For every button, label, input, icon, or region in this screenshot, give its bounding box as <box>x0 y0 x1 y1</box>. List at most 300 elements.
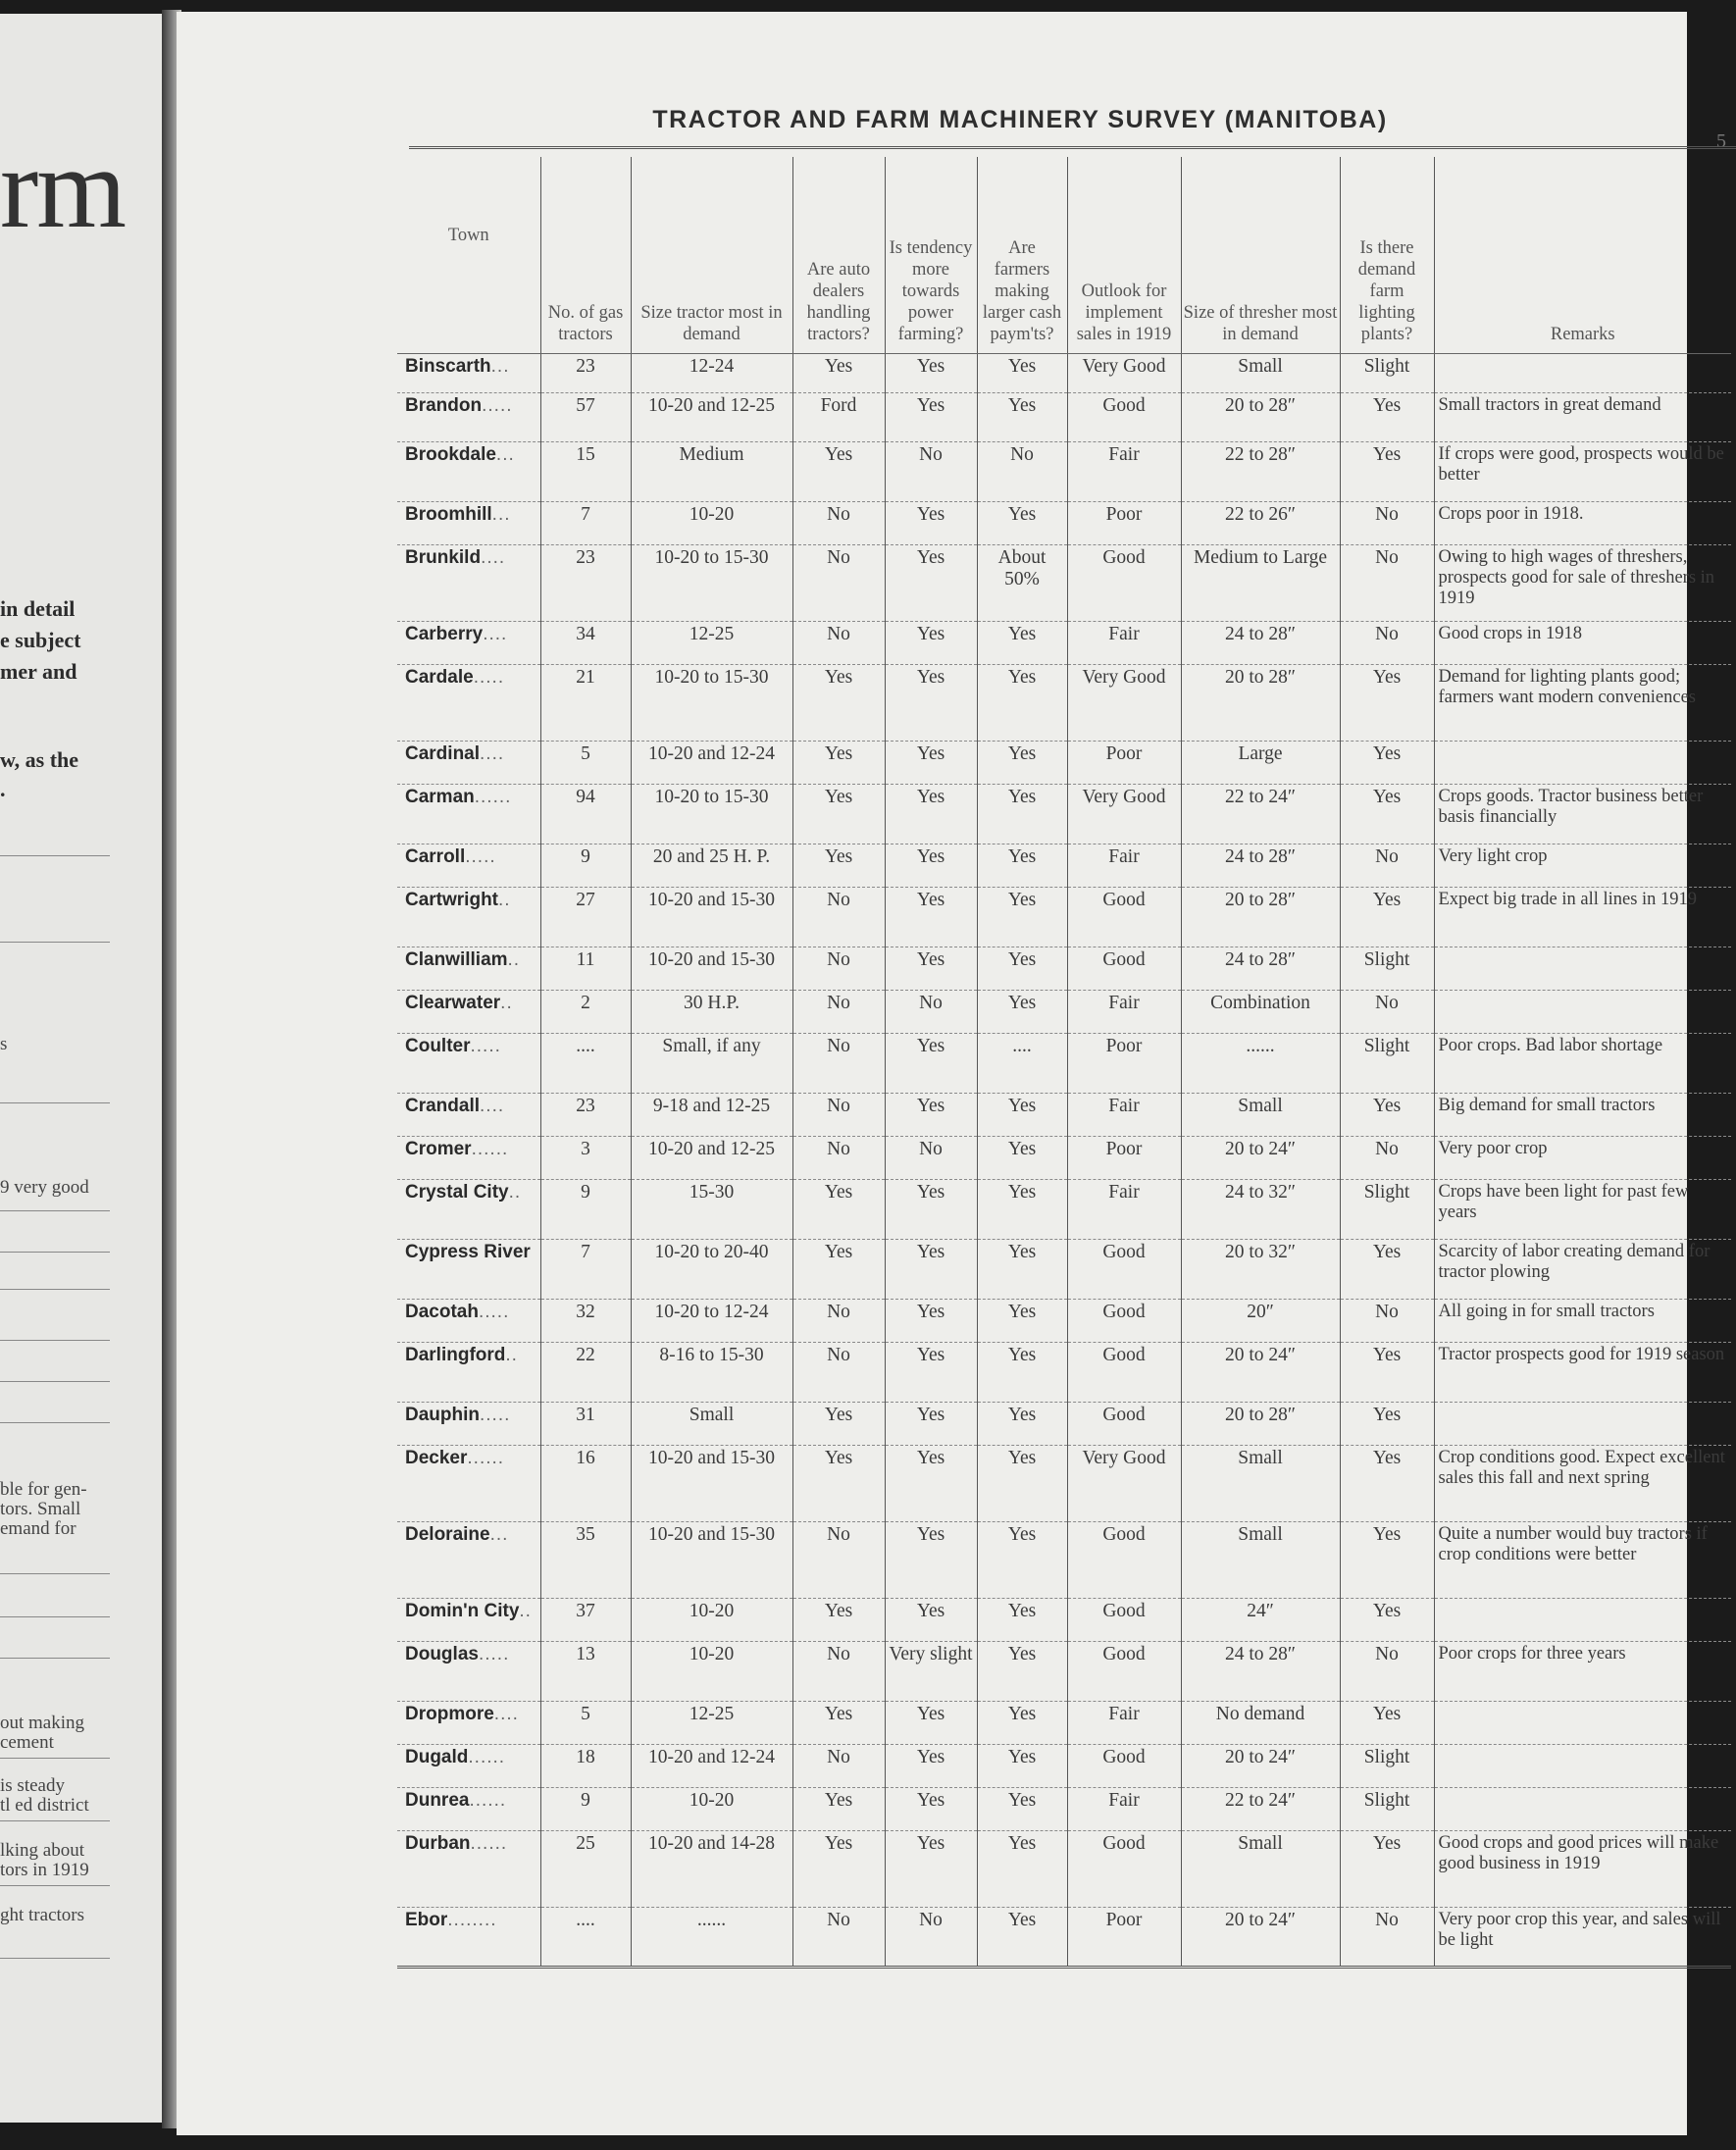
town-name: Dugald <box>405 1747 469 1767</box>
outlook-cell: Fair <box>1067 442 1181 502</box>
size-cell: 12-25 <box>631 1702 792 1745</box>
survey-table <box>397 157 1731 1969</box>
auto-dealers-cell: No <box>792 1642 885 1702</box>
tractors-cell: .... <box>540 1034 631 1094</box>
cash-cell: Yes <box>977 665 1067 742</box>
table-row <box>397 545 1731 622</box>
table-row <box>397 354 1731 393</box>
tendency-cell: Yes <box>885 1702 977 1745</box>
outlook-cell: Poor <box>1067 742 1181 785</box>
size-cell: 10-20 and 12-24 <box>631 742 792 785</box>
thresher-cell: ...... <box>1181 1034 1340 1094</box>
thresher-cell: Small <box>1181 1446 1340 1522</box>
size-cell: 8-16 to 15-30 <box>631 1343 792 1403</box>
left-page-text: ble for gen- <box>0 1479 87 1500</box>
thresher-cell: No demand <box>1181 1702 1340 1745</box>
tractors-cell: 11 <box>540 947 631 991</box>
thresher-cell: Combination <box>1181 991 1340 1034</box>
divider <box>0 1658 110 1659</box>
town-name: Clanwilliam <box>405 949 508 970</box>
left-page-text: 9 very good <box>0 1177 89 1198</box>
tractors-cell: 57 <box>540 393 631 442</box>
town-name: Decker <box>405 1448 468 1468</box>
tendency-cell: No <box>885 1137 977 1180</box>
auto-dealers-cell: Yes <box>792 1446 885 1522</box>
town-name: Broomhill <box>405 504 492 525</box>
divider <box>0 1340 110 1341</box>
divider <box>0 855 110 856</box>
tendency-cell: Yes <box>885 742 977 785</box>
leader-dots: .. <box>505 1345 518 1365</box>
lighting-cell: Yes <box>1340 1446 1434 1522</box>
table-header-row <box>397 157 1731 354</box>
cash-cell: Yes <box>977 354 1067 393</box>
size-cell: 10-20 to 15-30 <box>631 665 792 742</box>
lighting-cell: Yes <box>1340 888 1434 947</box>
leader-dots: ..... <box>480 1405 511 1425</box>
cash-cell: Yes <box>977 1180 1067 1240</box>
tractors-cell: 7 <box>540 502 631 545</box>
column-header-thresher: Size of thresher most in demand <box>1181 157 1340 354</box>
leader-dots: ..... <box>478 1644 510 1664</box>
table-row <box>397 785 1731 845</box>
remarks-cell: Good crops and good prices will make good business in 1919 <box>1434 1831 1731 1908</box>
cash-cell: Yes <box>977 1788 1067 1831</box>
column-header-size: Size tractor most in demand <box>631 157 792 354</box>
lighting-cell: No <box>1340 502 1434 545</box>
leader-dots: ...... <box>467 1448 505 1468</box>
cash-cell: Yes <box>977 1908 1067 1968</box>
table-row <box>397 1034 1731 1094</box>
lighting-cell: No <box>1340 622 1434 665</box>
divider <box>0 1573 110 1574</box>
size-cell: 10-20 and 14-28 <box>631 1831 792 1908</box>
cash-cell: Yes <box>977 1642 1067 1702</box>
tractors-cell: 23 <box>540 545 631 622</box>
remarks-cell: Crops have been light for past few years <box>1434 1180 1731 1240</box>
auto-dealers-cell: Yes <box>792 665 885 742</box>
cash-cell: Yes <box>977 1831 1067 1908</box>
leader-dots: .... <box>480 743 505 764</box>
town-cell <box>397 1343 540 1403</box>
tractors-cell: 35 <box>540 1522 631 1599</box>
auto-dealers-cell: No <box>792 991 885 1034</box>
cash-cell: Yes <box>977 1446 1067 1522</box>
table-row <box>397 947 1731 991</box>
outlook-cell: Very Good <box>1067 665 1181 742</box>
auto-dealers-cell: Yes <box>792 354 885 393</box>
thresher-cell: 20 to 24″ <box>1181 1137 1340 1180</box>
lighting-cell: Yes <box>1340 1403 1434 1446</box>
remarks-cell <box>1434 1702 1731 1745</box>
size-cell: 15-30 <box>631 1180 792 1240</box>
auto-dealers-cell: No <box>792 947 885 991</box>
outlook-cell: Fair <box>1067 1094 1181 1137</box>
town-cell <box>397 1403 540 1446</box>
remarks-cell: Big demand for small tractors <box>1434 1094 1731 1137</box>
tendency-cell: No <box>885 1908 977 1968</box>
lighting-cell: Yes <box>1340 1522 1434 1599</box>
lighting-cell: Yes <box>1340 1094 1434 1137</box>
tendency-cell: No <box>885 442 977 502</box>
town-cell <box>397 785 540 845</box>
column-header-tractors: No. of gas tractors <box>540 157 631 354</box>
left-page-text: emand for <box>0 1518 77 1539</box>
left-page-text: tors. Small <box>0 1499 81 1519</box>
table-row <box>397 742 1731 785</box>
table-row <box>397 888 1731 947</box>
left-page-heading-fragment: rm <box>0 124 126 252</box>
size-cell: 10-20 and 12-24 <box>631 1745 792 1788</box>
remarks-cell: Quite a number would buy tractors if crop conditions were better <box>1434 1522 1731 1599</box>
tendency-cell: Yes <box>885 785 977 845</box>
thresher-cell: 24 to 28″ <box>1181 622 1340 665</box>
tractors-cell: 37 <box>540 1599 631 1642</box>
thresher-cell: Small <box>1181 354 1340 393</box>
size-cell: 10-20 <box>631 1788 792 1831</box>
remarks-cell: Very poor crop this year, and sales will be light <box>1434 1908 1731 1968</box>
left-page-text: tors in 1919 <box>0 1860 89 1880</box>
remarks-cell: Small tractors in great demand <box>1434 393 1731 442</box>
town-name: Cypress River <box>405 1242 531 1262</box>
outlook-cell: Good <box>1067 1831 1181 1908</box>
lighting-cell: Slight <box>1340 1034 1434 1094</box>
remarks-cell: Owing to high wages of threshers, prospects good for sale of threshers in 1919 <box>1434 545 1731 622</box>
tendency-cell: Yes <box>885 502 977 545</box>
tendency-cell: No <box>885 991 977 1034</box>
town-cell <box>397 1788 540 1831</box>
town-name: Coulter <box>405 1036 471 1056</box>
town-cell <box>397 1522 540 1599</box>
table-row <box>397 845 1731 888</box>
divider <box>0 1958 110 1959</box>
leader-dots: .. <box>498 890 511 910</box>
tractors-cell: 7 <box>540 1240 631 1300</box>
leader-dots: .. <box>507 949 521 970</box>
thresher-cell: 22 to 24″ <box>1181 785 1340 845</box>
table-row <box>397 1446 1731 1522</box>
tractors-cell: 5 <box>540 742 631 785</box>
auto-dealers-cell: Yes <box>792 1702 885 1745</box>
cash-cell: .... <box>977 1034 1067 1094</box>
town-name: Dauphin <box>405 1405 480 1425</box>
left-page-text: e subject <box>0 628 81 652</box>
town-cell <box>397 354 540 393</box>
auto-dealers-cell: Yes <box>792 1180 885 1240</box>
leader-dots: ...... <box>471 1139 509 1159</box>
cash-cell: Yes <box>977 1300 1067 1343</box>
leader-dots: ...... <box>469 1790 507 1811</box>
auto-dealers-cell: No <box>792 1522 885 1599</box>
auto-dealers-cell: No <box>792 1300 885 1343</box>
leader-dots: ... <box>490 356 510 377</box>
remarks-cell <box>1434 354 1731 393</box>
town-name: Dacotah <box>405 1302 479 1322</box>
column-header-cash: Are farmers making larger cash paym'ts? <box>977 157 1067 354</box>
cash-cell: Yes <box>977 742 1067 785</box>
lighting-cell: No <box>1340 845 1434 888</box>
table-row <box>397 1908 1731 1968</box>
size-cell: 10-20 <box>631 1642 792 1702</box>
divider <box>0 1210 110 1211</box>
town-cell <box>397 442 540 502</box>
outlook-cell: Fair <box>1067 1788 1181 1831</box>
town-name: Clearwater <box>405 993 501 1013</box>
auto-dealers-cell: No <box>792 888 885 947</box>
tendency-cell: Yes <box>885 1343 977 1403</box>
table-row <box>397 1522 1731 1599</box>
remarks-cell: Poor crops. Bad labor shortage <box>1434 1034 1731 1094</box>
divider <box>0 1616 110 1617</box>
town-cell <box>397 1599 540 1642</box>
table-row <box>397 1137 1731 1180</box>
thresher-cell: 20 to 24″ <box>1181 1343 1340 1403</box>
table-row <box>397 1240 1731 1300</box>
leader-dots: .. <box>519 1601 532 1621</box>
town-cell <box>397 1300 540 1343</box>
leader-dots: .... <box>493 1704 519 1724</box>
divider <box>0 1758 110 1759</box>
tendency-cell: Very slight <box>885 1642 977 1702</box>
thresher-cell: Small <box>1181 1522 1340 1599</box>
town-cell <box>397 888 540 947</box>
remarks-cell <box>1434 991 1731 1034</box>
column-header-remarks: Remarks <box>1434 157 1731 354</box>
left-page-text: in detail <box>0 596 76 621</box>
cash-cell: Yes <box>977 1094 1067 1137</box>
tendency-cell: Yes <box>885 1599 977 1642</box>
tendency-cell: Yes <box>885 1180 977 1240</box>
tractors-cell: 25 <box>540 1831 631 1908</box>
size-cell: 12-25 <box>631 622 792 665</box>
remarks-cell: Demand for lighting plants good; farmers want modern conveniences <box>1434 665 1731 742</box>
tractors-cell: 23 <box>540 354 631 393</box>
remarks-cell: Crop conditions good. Expect excellent sales this fall and next spring <box>1434 1446 1731 1522</box>
outlook-cell: Fair <box>1067 1180 1181 1240</box>
table-row <box>397 665 1731 742</box>
thresher-cell: 22 to 24″ <box>1181 1788 1340 1831</box>
lighting-cell: No <box>1340 1300 1434 1343</box>
remarks-cell <box>1434 1599 1731 1642</box>
outlook-cell: Very Good <box>1067 785 1181 845</box>
tendency-cell: Yes <box>885 888 977 947</box>
auto-dealers-cell: No <box>792 502 885 545</box>
thresher-cell: 20 to 24″ <box>1181 1908 1340 1968</box>
town-name: Cardale <box>405 667 474 688</box>
table-row <box>397 1702 1731 1745</box>
left-page <box>0 14 167 2123</box>
town-name: Dropmore <box>405 1704 494 1724</box>
auto-dealers-cell: Yes <box>792 1240 885 1300</box>
tractors-cell: 16 <box>540 1446 631 1522</box>
town-cell <box>397 1702 540 1745</box>
size-cell: 10-20 and 15-30 <box>631 1522 792 1599</box>
outlook-cell: Fair <box>1067 1702 1181 1745</box>
lighting-cell: Yes <box>1340 442 1434 502</box>
cash-cell: Yes <box>977 947 1067 991</box>
tendency-cell: Yes <box>885 1240 977 1300</box>
cash-cell: Yes <box>977 1343 1067 1403</box>
auto-dealers-cell: No <box>792 1094 885 1137</box>
leader-dots: .... <box>481 547 506 568</box>
tractors-cell: 18 <box>540 1745 631 1788</box>
divider <box>0 1422 110 1423</box>
auto-dealers-cell: No <box>792 545 885 622</box>
leader-dots: ..... <box>478 1302 510 1322</box>
town-name: Carman <box>405 787 475 807</box>
cash-cell: Yes <box>977 1137 1067 1180</box>
cash-cell: Yes <box>977 502 1067 545</box>
outlook-cell: Poor <box>1067 1137 1181 1180</box>
town-name: Domin'n City <box>405 1601 520 1621</box>
column-header-town: Town <box>397 157 540 354</box>
table-row <box>397 1343 1731 1403</box>
tendency-cell: Yes <box>885 665 977 742</box>
tractors-cell: 34 <box>540 622 631 665</box>
column-header-outlook: Outlook for implement sales in 1919 <box>1067 157 1181 354</box>
left-page-text: . <box>0 777 6 801</box>
leader-dots: ...... <box>468 1747 506 1767</box>
thresher-cell: Large <box>1181 742 1340 785</box>
town-cell <box>397 1034 540 1094</box>
tractors-cell: 9 <box>540 845 631 888</box>
leader-dots: ... <box>491 504 511 525</box>
size-cell: 10-20 to 15-30 <box>631 545 792 622</box>
remarks-cell: Scarcity of labor creating demand for tractor plowing <box>1434 1240 1731 1300</box>
outlook-cell: Fair <box>1067 845 1181 888</box>
tendency-cell: Yes <box>885 1522 977 1599</box>
outlook-cell: Good <box>1067 947 1181 991</box>
left-page-text: w, as the <box>0 747 79 772</box>
table-row <box>397 1599 1731 1642</box>
outlook-cell: Good <box>1067 1599 1181 1642</box>
lighting-cell: Yes <box>1340 1702 1434 1745</box>
table-row <box>397 622 1731 665</box>
town-cell <box>397 1446 540 1522</box>
tractors-cell: 23 <box>540 1094 631 1137</box>
tendency-cell: Yes <box>885 1788 977 1831</box>
town-name: Ebor <box>405 1910 448 1930</box>
size-cell: Medium <box>631 442 792 502</box>
lighting-cell: Yes <box>1340 1831 1434 1908</box>
outlook-cell: Good <box>1067 1343 1181 1403</box>
tendency-cell: Yes <box>885 545 977 622</box>
lighting-cell: No <box>1340 1137 1434 1180</box>
lighting-cell: Yes <box>1340 1343 1434 1403</box>
outlook-cell: Good <box>1067 1642 1181 1702</box>
remarks-cell: All going in for small tractors <box>1434 1300 1731 1343</box>
tractors-cell: 5 <box>540 1702 631 1745</box>
size-cell: 10-20 to 20-40 <box>631 1240 792 1300</box>
table-row <box>397 991 1731 1034</box>
thresher-cell: Medium to Large <box>1181 545 1340 622</box>
tendency-cell: Yes <box>885 845 977 888</box>
cash-cell: Yes <box>977 1522 1067 1599</box>
auto-dealers-cell: Yes <box>792 1403 885 1446</box>
town-cell <box>397 393 540 442</box>
town-cell <box>397 1831 540 1908</box>
size-cell: 10-20 to 15-30 <box>631 785 792 845</box>
thresher-cell: 22 to 26″ <box>1181 502 1340 545</box>
remarks-cell: Good crops in 1918 <box>1434 622 1731 665</box>
auto-dealers-cell: Yes <box>792 1831 885 1908</box>
auto-dealers-cell: No <box>792 1908 885 1968</box>
lighting-cell: Slight <box>1340 1745 1434 1788</box>
thresher-cell: 24 to 32″ <box>1181 1180 1340 1240</box>
lighting-cell: No <box>1340 1908 1434 1968</box>
auto-dealers-cell: Yes <box>792 742 885 785</box>
leader-dots: ..... <box>465 846 496 867</box>
auto-dealers-cell: Yes <box>792 1599 885 1642</box>
tendency-cell: Yes <box>885 947 977 991</box>
size-cell: 10-20 and 12-25 <box>631 1137 792 1180</box>
left-page-text: mer and <box>0 659 77 684</box>
tractors-cell: 32 <box>540 1300 631 1343</box>
town-name: Douglas <box>405 1644 479 1664</box>
tendency-cell: Yes <box>885 1745 977 1788</box>
town-cell <box>397 1908 540 1968</box>
outlook-cell: Very Good <box>1067 354 1181 393</box>
lighting-cell: No <box>1340 545 1434 622</box>
thresher-cell: 24 to 28″ <box>1181 947 1340 991</box>
cash-cell: Yes <box>977 1702 1067 1745</box>
lighting-cell: Yes <box>1340 393 1434 442</box>
table-row <box>397 1831 1731 1908</box>
town-name: Deloraine <box>405 1524 490 1545</box>
remarks-cell <box>1434 1788 1731 1831</box>
thresher-cell: 22 to 28″ <box>1181 442 1340 502</box>
thresher-cell: Small <box>1181 1831 1340 1908</box>
table-row <box>397 502 1731 545</box>
outlook-cell: Fair <box>1067 991 1181 1034</box>
town-name: Durban <box>405 1833 471 1854</box>
size-cell: 20 and 25 H. P. <box>631 845 792 888</box>
lighting-cell: No <box>1340 991 1434 1034</box>
town-cell <box>397 622 540 665</box>
town-cell <box>397 1240 540 1300</box>
remarks-cell: Very poor crop <box>1434 1137 1731 1180</box>
outlook-cell: Good <box>1067 545 1181 622</box>
page-title: TRACTOR AND FARM MACHINERY SURVEY (MANITOBA) <box>652 106 1388 133</box>
table-row <box>397 1094 1731 1137</box>
lighting-cell: Slight <box>1340 1788 1434 1831</box>
town-cell <box>397 1745 540 1788</box>
tractors-cell: 15 <box>540 442 631 502</box>
size-cell: 12-24 <box>631 354 792 393</box>
divider <box>0 1102 110 1103</box>
table-row <box>397 1300 1731 1343</box>
thresher-cell: 24″ <box>1181 1599 1340 1642</box>
lighting-cell: No <box>1340 1642 1434 1702</box>
remarks-cell <box>1434 947 1731 991</box>
town-name: Brookdale <box>405 444 496 465</box>
cash-cell: Yes <box>977 622 1067 665</box>
thresher-cell: 20″ <box>1181 1300 1340 1343</box>
tendency-cell: Yes <box>885 1403 977 1446</box>
column-header-tendency: Is tendency more towards power farming? <box>885 157 977 354</box>
remarks-cell <box>1434 1403 1731 1446</box>
lighting-cell: Slight <box>1340 354 1434 393</box>
lighting-cell: Slight <box>1340 1180 1434 1240</box>
table-row <box>397 1745 1731 1788</box>
remarks-cell: If crops were good, prospects would be better <box>1434 442 1731 502</box>
auto-dealers-cell: No <box>792 1745 885 1788</box>
left-page-text: out making <box>0 1713 85 1733</box>
tendency-cell: Yes <box>885 1831 977 1908</box>
outlook-cell: Poor <box>1067 1908 1181 1968</box>
thresher-cell: 20 to 24″ <box>1181 1745 1340 1788</box>
tractors-cell: 9 <box>540 1788 631 1831</box>
